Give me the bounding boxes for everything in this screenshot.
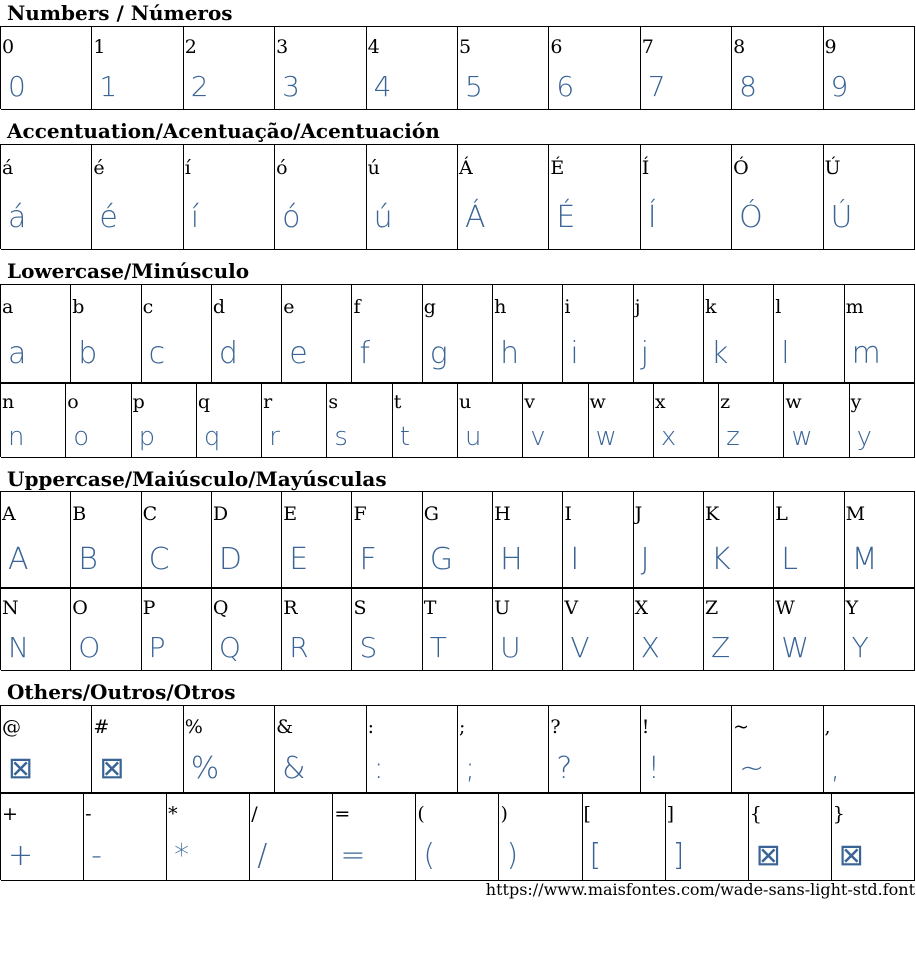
glyph-label: h: [494, 296, 507, 318]
glyph-label: w: [785, 391, 802, 413]
glyph-label: :: [367, 716, 374, 738]
glyph-cell-5: [458, 27, 549, 110]
glyph-sample: ~: [739, 751, 765, 786]
glyph-sample: ú: [373, 200, 393, 235]
glyph-cell-ued: [184, 145, 275, 250]
glyph-cell-upper-s: [352, 588, 422, 671]
glyph-sample: v: [530, 422, 546, 452]
glyph-cell-comma: [824, 706, 915, 794]
glyph-label: ): [500, 803, 508, 825]
glyph-sample: [: [589, 838, 602, 873]
glyph-sample: J: [640, 542, 650, 577]
glyph-cell-f: [352, 285, 422, 384]
glyph-sample: ó: [282, 200, 301, 235]
glyph-cell-plus: [1, 793, 84, 881]
glyph-label: T: [423, 597, 437, 619]
glyph-label: /: [251, 803, 258, 825]
glyph-cell-uc1: [458, 145, 549, 250]
glyph-sample: ;: [464, 751, 476, 786]
glyph-cell-q: [197, 383, 262, 458]
glyph-label: ]: [666, 803, 675, 825]
glyph-label: O: [72, 597, 88, 619]
glyph-sample: k: [710, 336, 729, 371]
glyph-label: é: [93, 157, 105, 179]
glyph-label: 0: [2, 36, 15, 58]
glyph-label: K: [704, 503, 720, 525]
glyph-cell-upper-r: [282, 588, 352, 671]
glyph-sample: 8: [739, 70, 757, 103]
glyph-cell-lbracket: [583, 793, 666, 881]
glyph-label: [: [583, 803, 591, 825]
glyph-cell-l: [774, 285, 844, 384]
glyph-label: Z: [704, 597, 719, 619]
glyph-cell-c: [142, 285, 212, 384]
glyph-label: F: [353, 503, 367, 525]
glyph-cell-uf3: [275, 145, 366, 250]
glyph-label: k: [704, 296, 717, 318]
glyph-sample: i: [570, 336, 579, 371]
glyph-sample: Z: [710, 631, 731, 664]
glyph-label: b: [72, 296, 85, 318]
glyph-sample: é: [99, 200, 118, 235]
glyph-cell-at: [1, 706, 92, 794]
source-url: https://www.maisfontes.com/wade-sans-light-std.font: [485, 880, 915, 899]
glyph-label: Á: [458, 157, 473, 179]
glyph-label: Q: [212, 597, 229, 619]
glyph-cell-upper-z: [704, 588, 774, 671]
glyph-cell-rparen: [499, 793, 582, 881]
glyph-cell-slash: [250, 793, 333, 881]
glyph-cell-lbrace: [749, 793, 832, 881]
glyph-cell-ampersand: [275, 706, 366, 794]
glyph-cell-ue1: [1, 145, 92, 250]
glyph-cell-tilde: [732, 706, 823, 794]
glyph-label: (: [417, 803, 425, 825]
glyph-label: á: [2, 157, 14, 179]
glyph-cell-1: [92, 27, 183, 110]
glyph-cell-rbrace: [832, 793, 915, 881]
glyph-sample: 9: [830, 70, 849, 103]
glyph-sample: C: [148, 542, 170, 577]
glyph-label: a: [2, 296, 14, 318]
glyph-cell-z: [719, 383, 784, 458]
glyph-cell-n: [1, 383, 66, 458]
glyph-label: J: [634, 503, 643, 525]
glyph-sample: +: [8, 838, 34, 873]
glyph-label: =: [334, 803, 351, 825]
glyph-label: Ú: [824, 157, 841, 179]
glyph-sample: p: [138, 422, 156, 452]
section-title-uppercase: Uppercase/Maiúsculo/Mayúsculas: [7, 467, 387, 491]
glyph-cell-lparen: [416, 793, 499, 881]
glyph-label: w: [589, 391, 606, 413]
glyph-sample: w: [595, 422, 617, 452]
glyph-sample: d: [218, 336, 238, 371]
glyph-cell-t: [393, 383, 458, 458]
glyph-cell-7: [641, 27, 732, 110]
glyph-sample: 5: [464, 70, 483, 103]
glyph-sample: M: [851, 542, 878, 577]
glyph-cell-ucd: [641, 145, 732, 250]
glyph-cell-upper-g: [423, 492, 493, 589]
glyph-sample: I: [570, 542, 580, 577]
glyph-sample: K: [710, 542, 731, 577]
glyph-label: x: [654, 391, 666, 413]
glyph-cell-upper-a: [1, 492, 71, 589]
glyph-label: P: [142, 597, 156, 619]
glyph-sample: !: [647, 751, 660, 786]
glyph-label: 1: [93, 36, 106, 58]
glyph-sample: %: [190, 751, 220, 786]
glyph-label: ?: [550, 716, 561, 738]
glyph-label: G: [423, 503, 439, 525]
glyph-row-others-1: [0, 705, 915, 793]
glyph-label: &: [276, 716, 294, 738]
glyph-label: W: [775, 597, 795, 619]
glyph-label: u: [458, 391, 472, 413]
glyph-cell-w: [589, 383, 654, 458]
glyph-cell-3: [275, 27, 366, 110]
glyph-sample: V: [570, 631, 590, 664]
glyph-sample: 0: [8, 70, 26, 103]
glyph-cell-upper-k: [704, 492, 774, 589]
glyph-sample: Á: [464, 200, 486, 235]
glyph-label: D: [212, 503, 229, 525]
glyph-label: R: [283, 597, 298, 619]
glyph-label: e: [283, 296, 295, 318]
glyph-cell-upper-j: [634, 492, 704, 589]
glyph-cell-e: [282, 285, 352, 384]
glyph-cell-upper-i: [563, 492, 633, 589]
glyph-label: 9: [824, 36, 837, 58]
glyph-cell-ufa: [367, 145, 458, 250]
glyph-sample: F: [359, 542, 377, 577]
glyph-cell-6: [549, 27, 640, 110]
glyph-cell-4: [367, 27, 458, 110]
glyph-label: f: [353, 296, 361, 318]
glyph-cell-asterisk: [167, 793, 250, 881]
glyph-sample: Ó: [739, 200, 763, 235]
glyph-cell-rbracket: [666, 793, 749, 881]
glyph-label: N: [2, 597, 19, 619]
section-title-lowercase: Lowercase/Minúsculo: [7, 259, 250, 283]
glyph-label: ,: [824, 716, 831, 738]
glyph-label: B: [72, 503, 87, 525]
glyph-cell-uc9: [549, 145, 640, 250]
glyph-sample: *: [174, 838, 190, 873]
glyph-sample: 6: [556, 70, 575, 103]
glyph-label: p: [132, 391, 145, 413]
glyph-sample: b: [78, 336, 98, 371]
glyph-label: s: [328, 391, 339, 413]
glyph-row-others-2: [0, 792, 915, 880]
glyph-cell-u: [458, 383, 523, 458]
section-title-accentuation: Accentuation/Acentuação/Acentuación: [7, 119, 440, 143]
missing-glyph-icon: ⊠: [755, 838, 781, 873]
glyph-sample: 1: [99, 70, 118, 103]
glyph-cell-a: [1, 285, 71, 384]
glyph-cell-p: [132, 383, 197, 458]
glyph-cell-x: [654, 383, 719, 458]
glyph-cell-r: [262, 383, 327, 458]
glyph-label: V: [564, 597, 579, 619]
glyph-sample: U: [500, 631, 521, 664]
glyph-cell-upper-q: [212, 588, 282, 671]
glyph-cell-upper-l: [774, 492, 844, 589]
glyph-label: t: [393, 391, 402, 413]
glyph-sample: u: [464, 422, 482, 452]
glyph-cell-upper-h: [493, 492, 563, 589]
glyph-label: 2: [184, 36, 197, 58]
glyph-label: o: [67, 391, 79, 413]
glyph-cell-upper-c: [142, 492, 212, 589]
glyph-label: ó: [276, 157, 288, 179]
glyph-row-uppercase-2: [0, 587, 915, 670]
glyph-label: z: [720, 391, 731, 413]
glyph-sample: /: [257, 838, 268, 873]
glyph-sample: s: [334, 422, 348, 452]
glyph-cell-o: [66, 383, 131, 458]
glyph-sample: 2: [190, 70, 209, 103]
glyph-sample: W: [781, 631, 809, 664]
glyph-label: E: [283, 503, 298, 525]
glyph-label: i: [564, 296, 571, 318]
glyph-sample: (: [423, 838, 436, 873]
glyph-sample: x: [660, 422, 677, 452]
glyph-sample: t: [399, 422, 410, 452]
glyph-label: I: [564, 503, 572, 525]
glyph-label: í: [184, 157, 191, 179]
glyph-label: q: [197, 391, 211, 413]
glyph-row-numbers-1: [0, 26, 915, 109]
glyph-cell-b: [71, 285, 141, 384]
section-title-numbers: Numbers / Números: [7, 1, 233, 25]
glyph-label: Ó: [733, 157, 749, 179]
glyph-label: y: [850, 391, 862, 413]
glyph-label: m: [845, 296, 864, 318]
glyph-cell-upper-y: [845, 588, 915, 671]
glyph-cell-v: [523, 383, 588, 458]
glyph-sample: 4: [373, 70, 392, 103]
glyph-cell-2: [184, 27, 275, 110]
glyph-sample: r: [269, 422, 280, 452]
glyph-sample: :: [373, 751, 384, 786]
glyph-label: 6: [550, 36, 563, 58]
glyph-cell-upper-n: [1, 588, 71, 671]
glyph-label: +: [2, 803, 18, 825]
glyph-label: j: [634, 296, 641, 318]
glyph-sample: -: [91, 838, 102, 873]
glyph-cell-9: [824, 27, 915, 110]
glyph-cell-question: [549, 706, 640, 794]
glyph-sample: P: [148, 631, 166, 664]
glyph-label: X: [634, 597, 649, 619]
glyph-sample: m: [851, 336, 881, 371]
glyph-sample: n: [8, 422, 25, 452]
glyph-sample: w: [791, 422, 813, 452]
glyph-cell-0: [1, 27, 92, 110]
glyph-label: Y: [845, 597, 859, 619]
glyph-sample: Í: [647, 200, 657, 235]
glyph-sample: &: [282, 751, 306, 786]
glyph-sample: ): [506, 838, 519, 873]
missing-glyph-icon: ⊠: [99, 751, 125, 786]
glyph-cell-upper-m: [845, 492, 915, 589]
glyph-label: U: [494, 597, 511, 619]
glyph-cell-upper-v: [563, 588, 633, 671]
glyph-cell-equals: [333, 793, 416, 881]
glyph-sample: E: [289, 542, 309, 577]
glyph-label: S: [353, 597, 367, 619]
glyph-sample: =: [340, 838, 366, 873]
glyph-cell-j: [634, 285, 704, 384]
glyph-cell-upper-e: [282, 492, 352, 589]
glyph-cell-w: [784, 383, 849, 458]
glyph-label: 7: [641, 36, 654, 58]
glyph-cell-upper-t: [423, 588, 493, 671]
glyph-sample: N: [8, 631, 29, 664]
glyph-label: n: [2, 391, 15, 413]
glyph-label: 3: [276, 36, 289, 58]
glyph-cell-upper-o: [71, 588, 141, 671]
glyph-label: C: [142, 503, 158, 525]
glyph-cell-ud3: [732, 145, 823, 250]
glyph-cell-upper-x: [634, 588, 704, 671]
glyph-cell-colon: [367, 706, 458, 794]
glyph-cell-semicolon: [458, 706, 549, 794]
glyph-cell-hash: [92, 706, 183, 794]
glyph-label: Í: [641, 157, 650, 179]
glyph-sample: T: [429, 631, 447, 664]
glyph-label: c: [142, 296, 154, 318]
glyph-cell-upper-w: [774, 588, 844, 671]
glyph-sample: D: [218, 542, 242, 577]
glyph-sample: á: [8, 200, 27, 235]
glyph-label: *: [168, 803, 178, 825]
glyph-cell-ue9: [92, 145, 183, 250]
glyph-sample: ]: [672, 838, 685, 873]
glyph-label: @: [2, 716, 21, 738]
glyph-sample: l: [781, 336, 790, 371]
glyph-sample: c: [148, 336, 166, 371]
glyph-label: }: [832, 803, 845, 825]
glyph-label: v: [524, 391, 535, 413]
glyph-label: ~: [733, 716, 750, 738]
glyph-cell-upper-f: [352, 492, 422, 589]
glyph-label: ú: [367, 157, 380, 179]
glyph-row-uppercase-1: [0, 491, 915, 588]
glyph-label: {: [749, 803, 762, 825]
glyph-sample: g: [429, 336, 448, 371]
glyph-label: L: [775, 503, 788, 525]
glyph-label: -: [85, 803, 92, 825]
missing-glyph-icon: ⊠: [8, 751, 34, 786]
glyph-sample: B: [78, 542, 98, 577]
glyph-cell-s: [327, 383, 392, 458]
glyph-sample: X: [640, 631, 660, 664]
glyph-sample: y: [856, 422, 873, 452]
glyph-label: #: [93, 716, 110, 738]
glyph-row-lowercase-2: [0, 382, 915, 457]
glyph-sample: a: [8, 336, 27, 371]
glyph-cell-upper-u: [493, 588, 563, 671]
glyph-sample: S: [359, 631, 378, 664]
glyph-label: ;: [458, 716, 466, 738]
glyph-label: 5: [458, 36, 472, 58]
glyph-sample: H: [500, 542, 523, 577]
glyph-label: l: [775, 296, 782, 318]
glyph-cell-g: [423, 285, 493, 384]
glyph-label: d: [212, 296, 226, 318]
glyph-cell-upper-b: [71, 492, 141, 589]
glyph-sample: h: [500, 336, 520, 371]
glyph-sample: O: [78, 631, 101, 664]
glyph-cell-m: [845, 285, 915, 384]
glyph-cell-k: [704, 285, 774, 384]
glyph-sample: ,: [830, 751, 841, 786]
glyph-label: 4: [367, 36, 380, 58]
glyph-label: H: [494, 503, 511, 525]
glyph-sample: R: [289, 631, 309, 664]
glyph-sample: j: [640, 336, 650, 371]
glyph-sample: í: [190, 200, 200, 235]
glyph-sample: Q: [218, 631, 241, 664]
glyph-label: A: [2, 503, 16, 525]
glyph-sample: e: [289, 336, 308, 371]
glyph-cell-h: [493, 285, 563, 384]
glyph-sample: Y: [851, 631, 869, 664]
glyph-sample: q: [203, 422, 221, 452]
glyph-sample: A: [8, 542, 29, 577]
glyph-cell-exclamation: [641, 706, 732, 794]
glyph-sample: 3: [282, 70, 300, 103]
glyph-label: r: [263, 391, 273, 413]
glyph-cell-i: [563, 285, 633, 384]
glyph-cell-uda: [824, 145, 915, 250]
glyph-cell-minus: [84, 793, 167, 881]
glyph-cell-d: [212, 285, 282, 384]
glyph-row-lowercase-1: [0, 284, 915, 383]
glyph-label: g: [423, 296, 436, 318]
glyph-sample: 7: [647, 70, 666, 103]
glyph-label: 8: [733, 36, 746, 58]
glyph-sample: f: [359, 336, 371, 371]
glyph-sample: ?: [556, 751, 573, 786]
glyph-label: %: [184, 716, 203, 738]
missing-glyph-icon: ⊠: [838, 838, 864, 873]
glyph-label: !: [641, 716, 650, 738]
glyph-cell-8: [732, 27, 823, 110]
glyph-label: É: [550, 157, 565, 179]
glyph-sample: Ú: [830, 200, 853, 235]
section-title-others: Others/Outros/Otros: [7, 680, 236, 704]
glyph-sample: o: [73, 422, 90, 452]
glyph-cell-y: [850, 383, 915, 458]
glyph-label: M: [845, 503, 866, 525]
glyph-sample: L: [781, 542, 798, 577]
glyph-sample: z: [726, 422, 740, 452]
glyph-sample: G: [429, 542, 454, 577]
glyph-cell-percent: [184, 706, 275, 794]
glyph-cell-upper-p: [142, 588, 212, 671]
glyph-cell-upper-d: [212, 492, 282, 589]
glyph-sample: É: [556, 200, 576, 235]
glyph-row-accentuation-1: [0, 144, 915, 249]
